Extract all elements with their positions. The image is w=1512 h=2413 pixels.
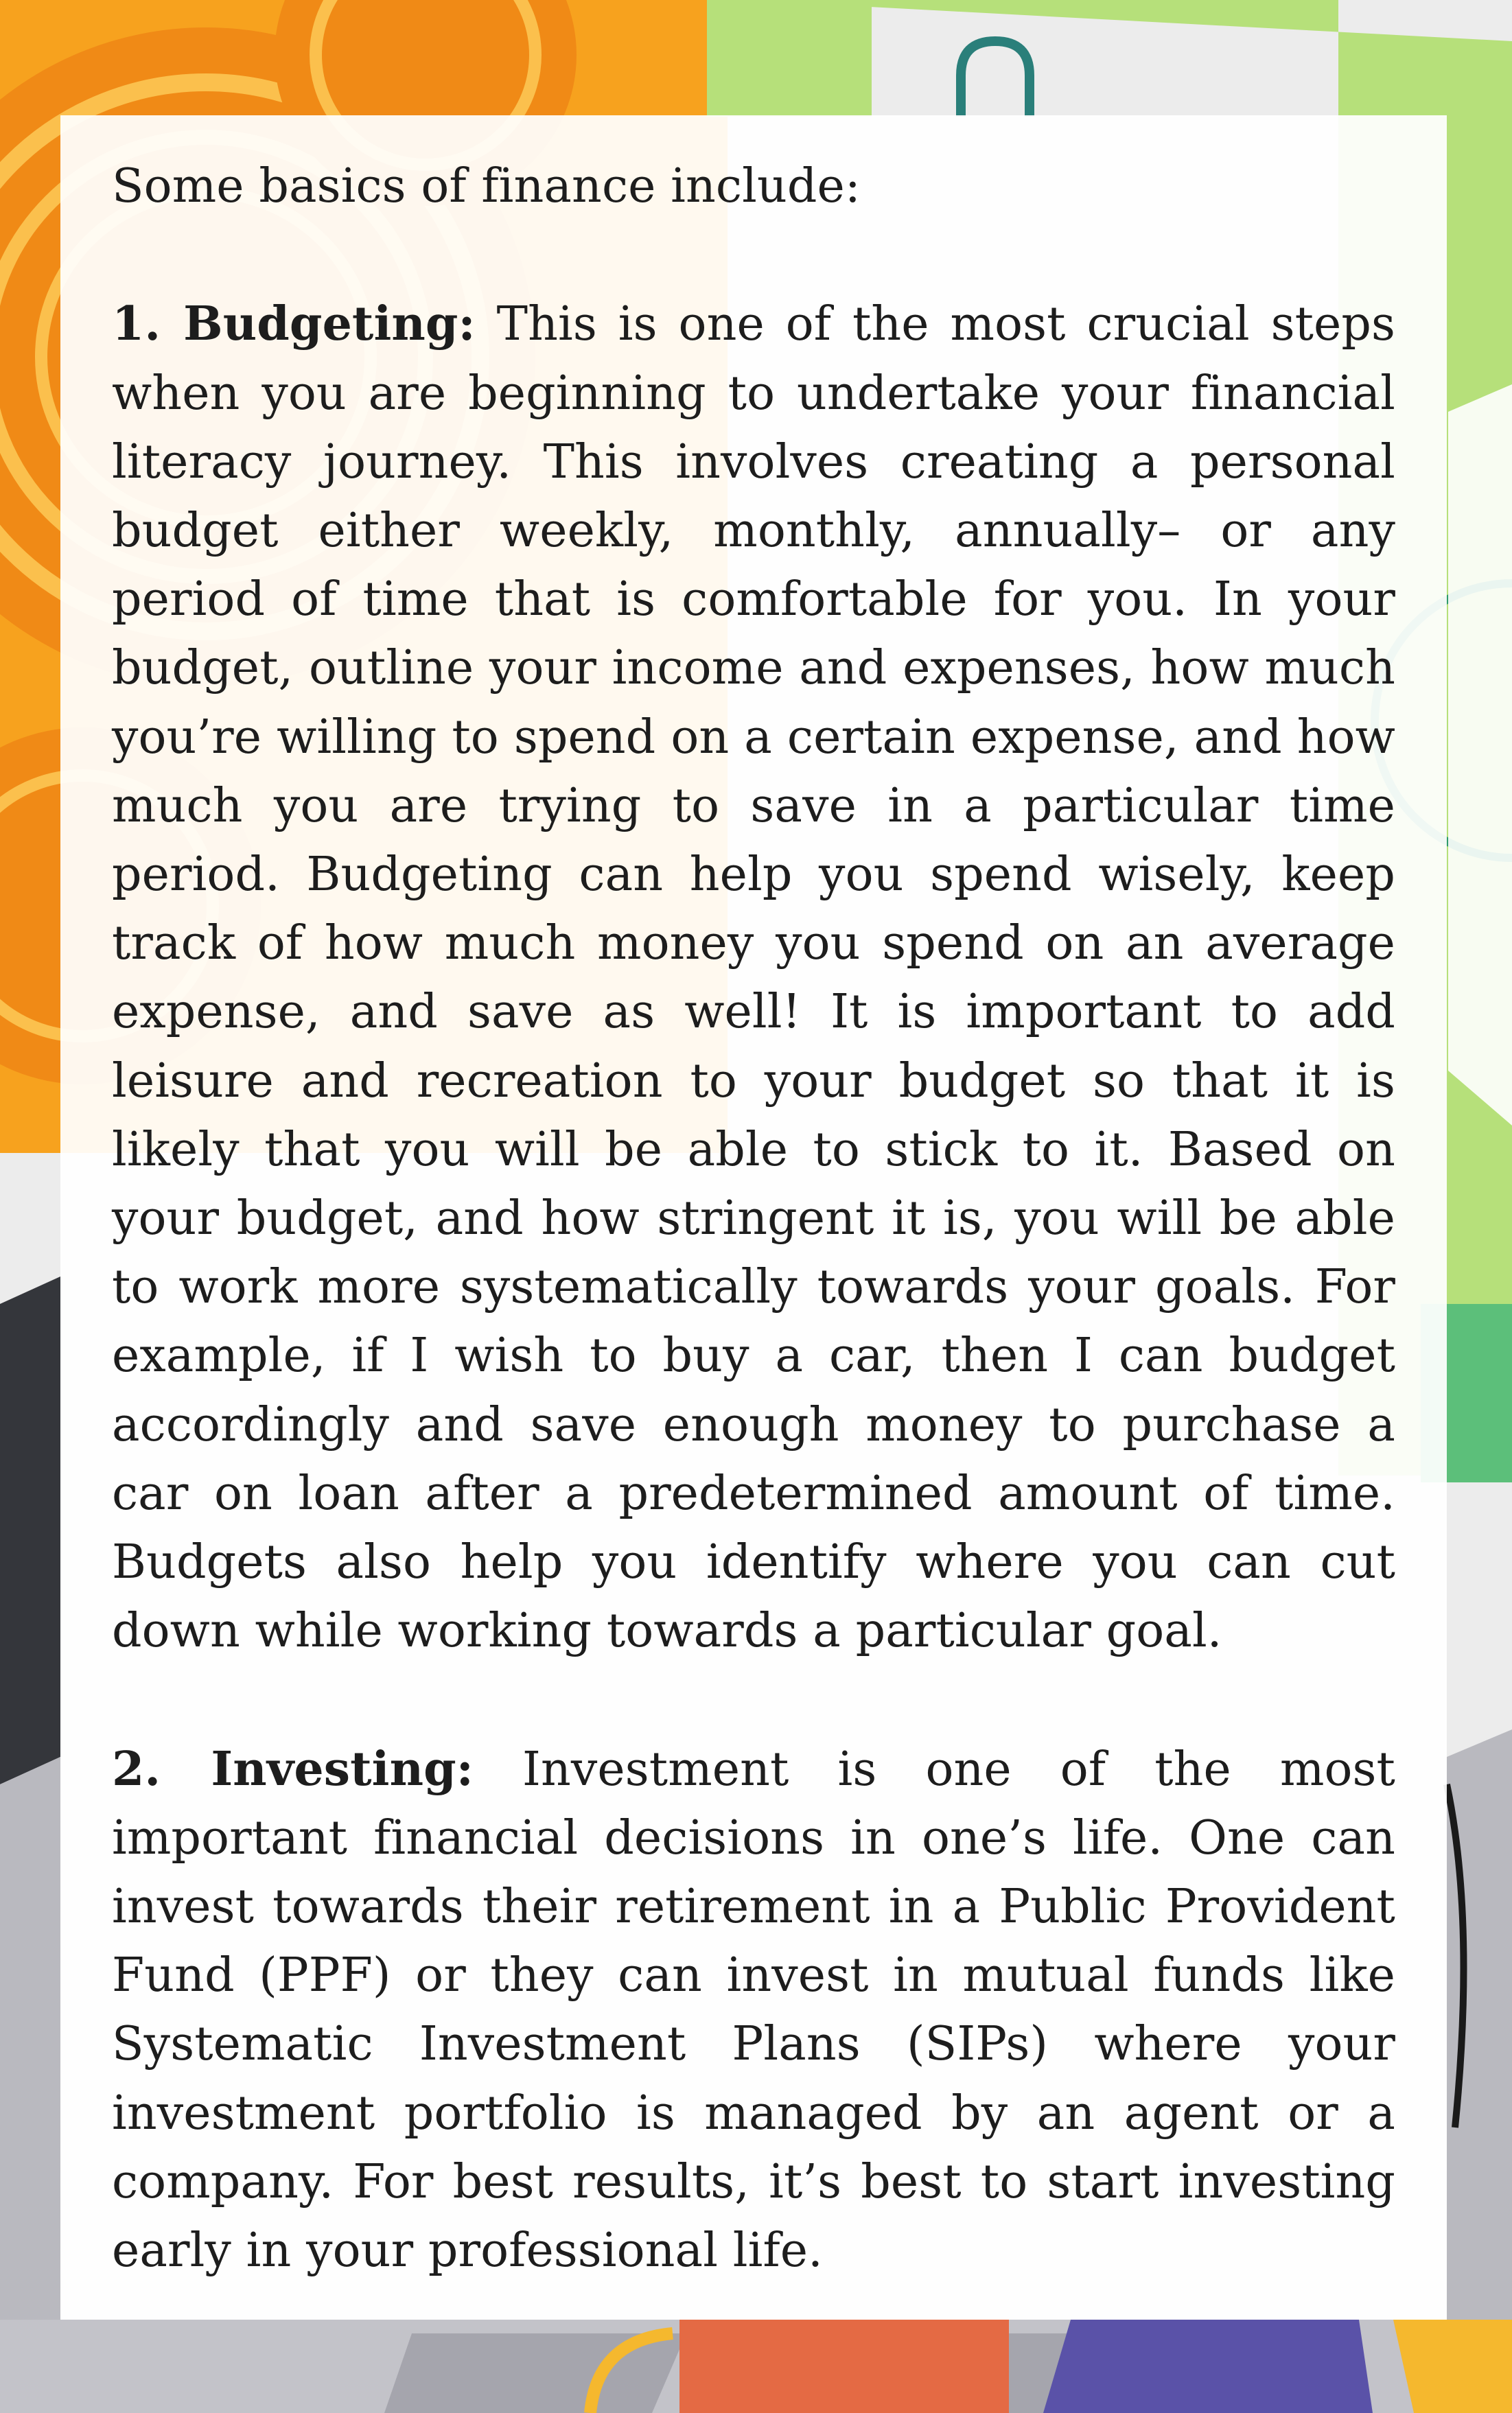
budgeting-heading: 1. Budgeting: [112, 296, 476, 352]
article-body [112, 152, 1395, 2285]
investing-body: Investment is one of the most important financial decisions in one’s life. One can invest towards their retirement in a Public Provident Fund (PPF) or they can invest in mutual funds like Systematic Investment Plans (SIPs) where your investment portfolio is managed by an agent or a company. For best results, it’s best to start investing early in your professional life. [112, 1742, 1395, 2278]
coral-block-art [679, 2320, 1009, 2413]
investing-heading: 2. Investing: [112, 1741, 474, 1797]
text-card [60, 115, 1447, 2320]
yellow-shoe-art [1393, 2320, 1512, 2413]
intro-paragraph: Some basics of finance include: [112, 159, 861, 213]
paragraph-gap [112, 1666, 1395, 1734]
paperclip-icon [961, 41, 1030, 117]
investing-paragraph [112, 1735, 1395, 2286]
purple-figure-art [1043, 2320, 1373, 2413]
dark-block-art [0, 1277, 60, 1784]
paragraph-gap [112, 221, 1395, 290]
budgeting-paragraph [112, 290, 1395, 1666]
budgeting-body: This is one of the most crucial steps when you are beginning to undertake your financial literacy journey. This involves creating a personal budget either weekly, monthly, annually– or any period of time that is comfortable for you. In your budget, outline your income and expenses, how much you’re willing to spend on a certain expense, and how much you are trying to save in a particular time period. Budgeting can help you spend wisely, keep track of how much money you spend on an average expense, and save as well! It is important to add leisure and recreation to your budget so that it is likely that you will be able to stick to it. Based on your budget, and how stringent it is, you will be able to work more systematically towards your goals. For example, if I wish to buy a car, then I can budget accordingly and save enough money to purchase a car on loan after a predetermined amount of time. Budgets also help you identify where you can cut down while working towards a particular goal. [112, 297, 1395, 1659]
